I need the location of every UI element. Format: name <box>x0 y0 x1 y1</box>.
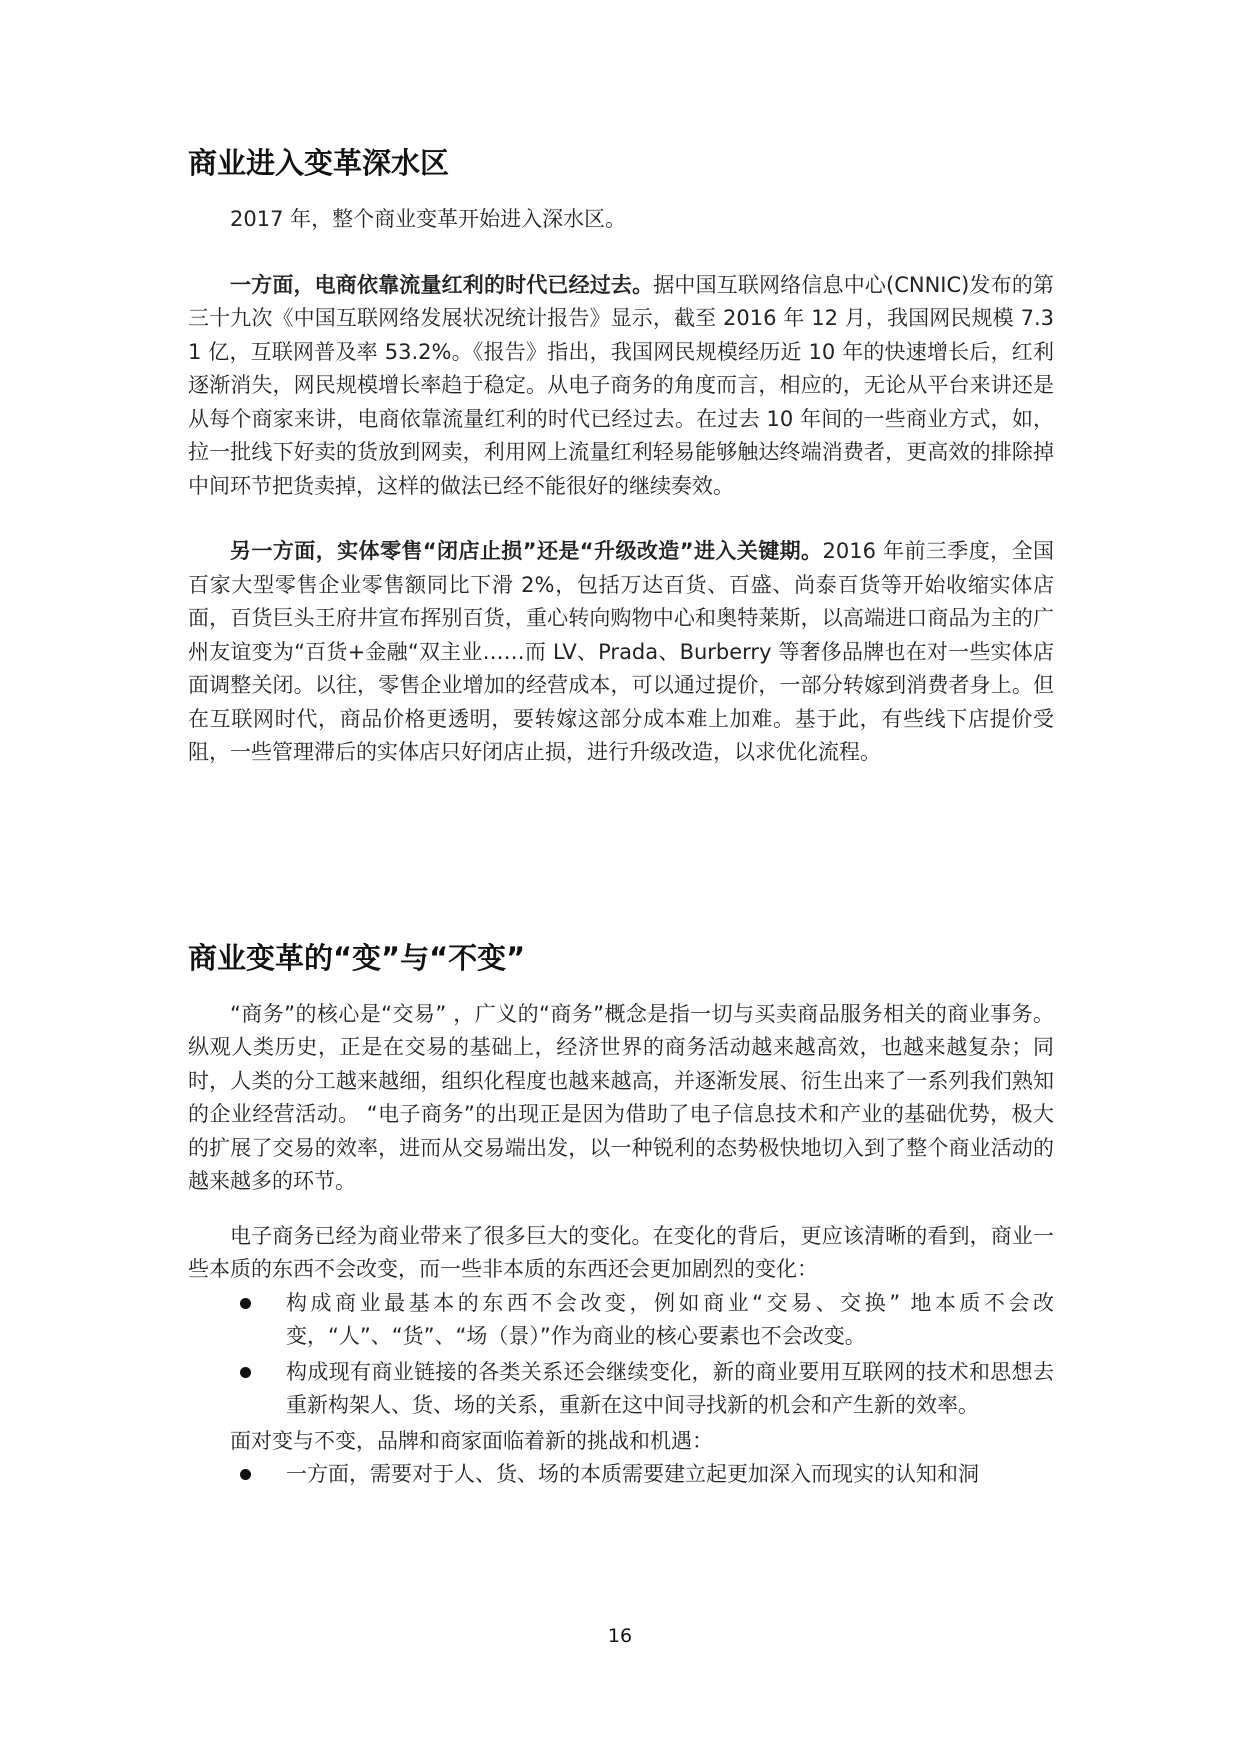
list-item-text: 构成现有商业链接的各类关系还会继续变化，新的商业要用互联网的技术和思想去重新构架人、货、场的关系，重新在这中间寻找新的机会和产生新的效率。 <box>286 1359 1054 1417</box>
paragraph-lead-bold: 另一方面，实体零售“闭店止损”还是“升级改造”进入关键期。 <box>230 539 823 563</box>
list-item-text: 构成商业最基本的东西不会改变，例如商业“交易、交换” 地本质不会改变，“人”、“货”、“场（景）”作为商业的核心要素也不会改变。 <box>286 1290 1054 1348</box>
paragraph-challenges: 面对变与不变，品牌和商家面临着新的挑战和机遇： <box>230 1428 713 1453</box>
paragraph-lead-bold: 一方面，电商依靠流量红利的时代已经过去。 <box>230 272 654 297</box>
section-heading-business-reform: 商业进入变革深水区 <box>188 146 450 180</box>
list-item <box>188 1356 1054 1423</box>
bullet-list-change <box>188 1287 1054 1423</box>
list-item <box>188 1458 1054 1492</box>
intro-paragraph: 2017 年，整个商业变革开始进入深水区。 <box>230 207 627 231</box>
bullet-dot-icon <box>240 1469 251 1480</box>
paragraph-physical-retail <box>188 535 1054 770</box>
list-item-text: 一方面，需要对于人、货、场的本质需要建立起更加深入而现实的认知和洞 <box>286 1462 979 1486</box>
section-heading-change-and-constant: 商业变革的“变”与“不变” <box>188 940 526 975</box>
paragraph-ecommerce-changes: 电子商务已经为商业带来了很多巨大的变化。在变化的背后，更应该清晰的看到，商业一些本质的东西不会改变，而一些非本质的东西还会更加剧烈的变化： <box>188 1223 1054 1281</box>
paragraph-ecommerce-traffic <box>188 269 1054 504</box>
list-item <box>188 1287 1054 1354</box>
page-content <box>188 143 1054 1494</box>
page-number: 16 <box>607 1625 633 1647</box>
paragraph-body: 2016 年前三季度，全国百家大型零售企业零售额同比下滑 2%，包括万达百货、百盛、尚泰百货等开始收缩实体店面，百货巨头王府井宣布挥别百货，重心转向购物中心和奥特莱斯，以高端进口商品为主的广州友谊变为“百货+金融“双主业……而 LV、Prada、Burberry 等奢侈品牌也在对一些实体店面调整关闭。以往，零售企业增加的经营成本，可以通过提价，一部分转嫁到消费者身上。但在互联网时代，商品价格更透明，要转嫁这部分成本难上加难。基于此，有些线下店提价受阻，一些管理滞后的实体店只好闭店止损，进行升级改造，以求优化流程。 <box>188 539 1054 764</box>
bullet-dot-icon <box>240 1367 251 1378</box>
paragraph-body: 据中国互联网络信息中心(CNNIC)发布的第三十九次《中国互联网络发展状况统计报告》显示，截至 2016 年 12 月，我国网民规模 7.31 亿，互联网普及率 53.2%。《报告》指出，我国网民规模经历近 10 年的快速增长后，红利逐渐消失，网民规模增长率趋于稳定。从电子商务的角度而言，相应的，无论从平台来讲还是从每个商家来讲，电商依靠流量红利的时代已经过去。在过去 10 年间的一些商业方式，如，拉一批线下好卖的货放到网卖，利用网上流量红利轻易能够触达终端消费者，更高效的排除掉中间环节把货卖掉，这样的做法已经不能很好的继续奏效。 <box>188 272 1055 498</box>
bullet-list-challenges <box>188 1458 1054 1492</box>
bullet-dot-icon <box>240 1298 251 1309</box>
paragraph-commerce-core: “商务”的核心是“交易” ，广义的“商务”概念是指一切与买卖商品服务相关的商业事务。纵观人类历史，正是在交易的基础上，经济世界的商务活动越来越高效，也越来越复杂；同时，人类的分工越来越细，组织化程度也越来越高，并逐渐发展、衍生出来了一系列我们熟知的企业经营活动。 “电子商务”的出现正是因为借助了电子信息技术和产业的基础优势，极大的扩展了交易的效率，进而从交易端出发，以一种锐利的态势极快地切入到了整个商业活动的越来越多的环节。 <box>188 1001 1054 1193</box>
